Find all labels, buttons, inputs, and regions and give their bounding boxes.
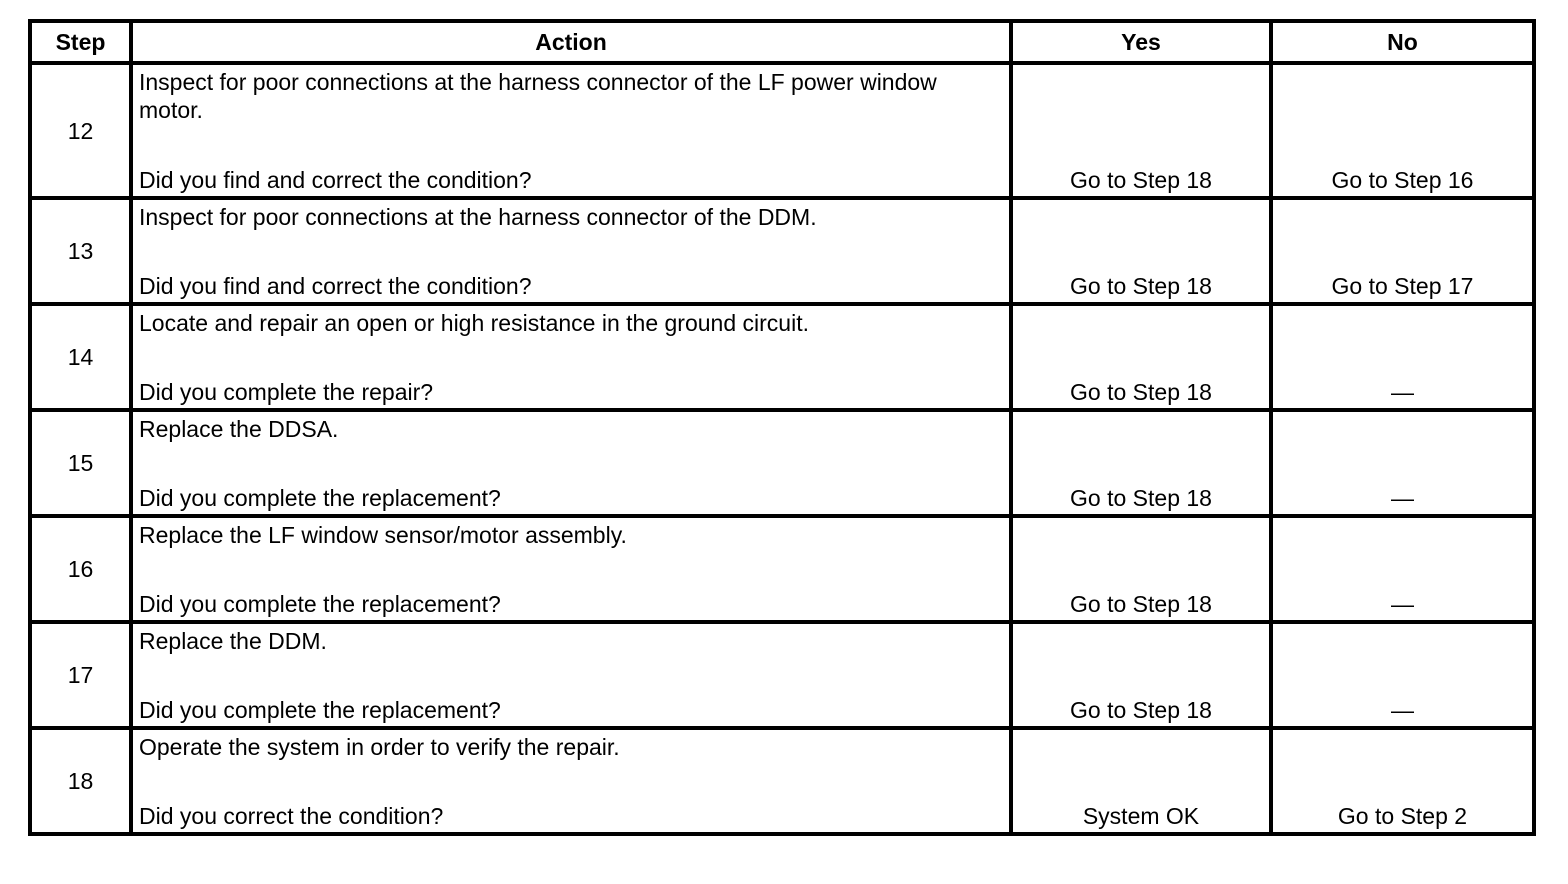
action-text: Replace the DDSA. — [139, 416, 339, 442]
step-number: 16 — [30, 516, 131, 622]
table-row — [30, 198, 1534, 304]
yes-cell — [1011, 516, 1271, 622]
yes-result: Go to Step 18 — [1070, 697, 1212, 723]
action-text: Operate the system in order to verify the repair. — [139, 734, 620, 760]
action-text: Replace the DDM. — [139, 628, 327, 654]
yes-result: Go to Step 18 — [1070, 167, 1212, 193]
header-yes: Yes — [1011, 21, 1271, 63]
diagnostic-table — [28, 19, 1536, 836]
step-number: 13 — [30, 198, 131, 304]
no-cell — [1271, 516, 1534, 622]
action-question: Did you complete the replacement? — [139, 591, 501, 617]
no-cell — [1271, 728, 1534, 834]
no-result: — — [1391, 697, 1414, 723]
step-number: 12 — [30, 63, 131, 198]
no-result: Go to Step 2 — [1337, 803, 1468, 829]
no-result: Go to Step 17 — [1331, 273, 1474, 299]
step-number: 14 — [30, 304, 131, 410]
no-cell — [1271, 304, 1534, 410]
yes-cell — [1011, 63, 1271, 198]
header-no: No — [1271, 21, 1534, 63]
action-cell — [131, 516, 1011, 622]
no-result: — — [1391, 379, 1414, 405]
action-text: Inspect for poor connections at the harness connector of the DDM. — [139, 204, 817, 230]
no-cell — [1271, 63, 1534, 198]
yes-cell — [1011, 728, 1271, 834]
table-row — [30, 622, 1534, 728]
action-cell — [131, 63, 1011, 198]
action-question: Did you find and correct the condition? — [139, 273, 532, 299]
yes-cell — [1011, 198, 1271, 304]
step-number: 18 — [30, 728, 131, 834]
action-text: Locate and repair an open or high resistance in the ground circuit. — [139, 310, 809, 336]
header-action: Action — [131, 21, 1011, 63]
step-number: 15 — [30, 410, 131, 516]
yes-result: System OK — [1082, 803, 1200, 829]
header-row — [30, 21, 1534, 63]
no-result: — — [1391, 485, 1414, 511]
action-question: Did you correct the condition? — [139, 803, 444, 829]
yes-result: Go to Step 18 — [1070, 591, 1212, 617]
action-text: Inspect for poor connections at the harness connector of the LF power window motor. — [139, 69, 937, 123]
no-cell — [1271, 622, 1534, 728]
table-row — [30, 728, 1534, 834]
table-row — [30, 410, 1534, 516]
yes-cell — [1011, 304, 1271, 410]
no-result: Go to Step 16 — [1331, 167, 1474, 193]
action-text: Replace the LF window sensor/motor assembly. — [139, 522, 627, 548]
table-row — [30, 63, 1534, 198]
action-cell — [131, 304, 1011, 410]
yes-cell — [1011, 622, 1271, 728]
table-row — [30, 516, 1534, 622]
action-question: Did you complete the repair? — [139, 379, 434, 405]
action-question: Did you find and correct the condition? — [139, 167, 532, 193]
step-number: 17 — [30, 622, 131, 728]
table-row — [30, 304, 1534, 410]
action-question: Did you complete the replacement? — [139, 485, 501, 511]
yes-cell — [1011, 410, 1271, 516]
action-cell — [131, 622, 1011, 728]
action-question: Did you complete the replacement? — [139, 697, 501, 723]
yes-result: Go to Step 18 — [1070, 273, 1212, 299]
header-step: Step — [30, 21, 131, 63]
no-result: — — [1391, 591, 1414, 617]
no-cell — [1271, 198, 1534, 304]
no-cell — [1271, 410, 1534, 516]
action-cell — [131, 198, 1011, 304]
action-cell — [131, 728, 1011, 834]
yes-result: Go to Step 18 — [1070, 485, 1212, 511]
yes-result: Go to Step 18 — [1070, 379, 1212, 405]
action-cell — [131, 410, 1011, 516]
